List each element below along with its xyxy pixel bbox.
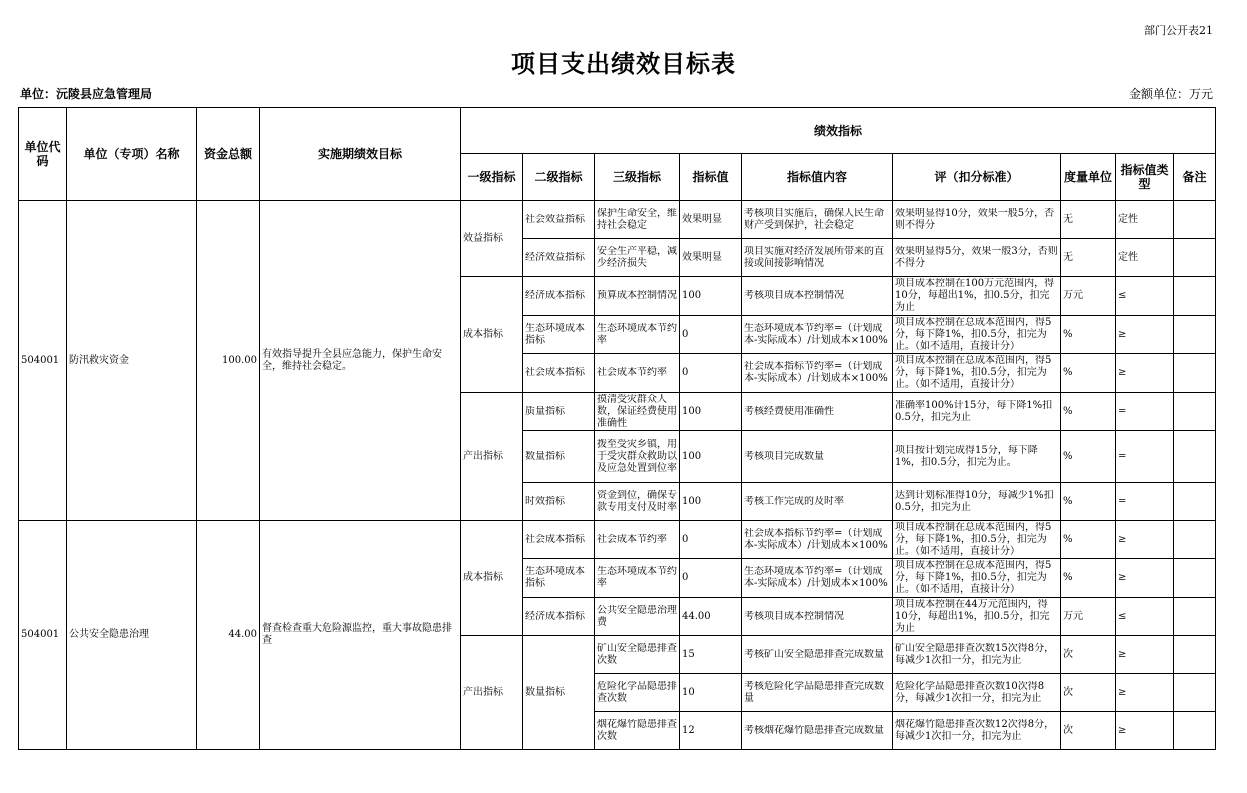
level2-indicator: 社会效益指标 [523, 201, 595, 239]
project-name: 公共安全隐患治理 [67, 521, 197, 750]
scoring-standard: 项目成本控制在总成本范围内，得5分，每下降1%，扣0.5分，扣完为止。（如不适用，直接计分） [893, 316, 1061, 354]
project-name: 防汛救灾资金 [67, 201, 197, 521]
indicator-value: 效果明显 [680, 201, 742, 239]
measure-unit: % [1061, 354, 1116, 393]
indicator-content: 考核项目实施后，确保人民生命财产受到保护，社会稳定 [742, 201, 893, 239]
col-header-scoring: 评（扣分标准） [893, 154, 1061, 201]
scoring-standard: 危险化学品隐患排查次数10次得8分，每减少1次扣一分，扣完为止 [893, 674, 1061, 712]
col-header-level2: 二级指标 [523, 154, 595, 201]
performance-table [18, 107, 1216, 750]
table-number: 部门公开表21 [1144, 24, 1213, 37]
col-header-level3: 三级指标 [595, 154, 680, 201]
level3-indicator: 保护生命安全，维持社会稳定 [595, 201, 680, 239]
measure-unit: % [1061, 483, 1116, 521]
measure-unit: 无 [1061, 239, 1116, 277]
indicator-content: 考核工作完成的及时率 [742, 483, 893, 521]
indicator-content: 项目实施对经济发展所带来的直接或间接影响情况 [742, 239, 893, 277]
level2-indicator: 经济成本指标 [523, 598, 595, 636]
scoring-standard: 准确率100%计15分，每下降1%扣0.5分，扣完为止 [893, 393, 1061, 431]
col-header-remark: 备注 [1174, 154, 1216, 201]
scoring-standard: 矿山安全隐患排查次数15次得8分，每减少1次扣一分，扣完为止 [893, 636, 1061, 674]
value-type: ≥ [1116, 559, 1174, 598]
level1-indicator: 成本指标 [461, 277, 523, 393]
value-type: = [1116, 483, 1174, 521]
indicator-value: 0 [680, 559, 742, 598]
remark [1174, 636, 1216, 674]
level3-indicator: 预算成本控制情况 [595, 277, 680, 316]
col-header-name: 单位（专项）名称 [67, 108, 197, 201]
indicator-value: 100 [680, 431, 742, 483]
project-amount: 44.00 [197, 521, 260, 750]
measure-unit: 万元 [1061, 277, 1116, 316]
indicator-content: 考核项目成本控制情况 [742, 277, 893, 316]
unit-label: 单位：沅陵县应急管理局 [20, 87, 153, 101]
level2-indicator: 经济成本指标 [523, 277, 595, 316]
indicator-value: 0 [680, 354, 742, 393]
indicator-value: 效果明显 [680, 239, 742, 277]
remark [1174, 316, 1216, 354]
indicator-value: 0 [680, 521, 742, 559]
indicator-value: 100 [680, 393, 742, 431]
level2-indicator: 社会成本指标 [523, 521, 595, 559]
measure-unit: % [1061, 521, 1116, 559]
remark [1174, 431, 1216, 483]
value-type: ≤ [1116, 598, 1174, 636]
page-title: 项目支出绩效目标表 [511, 49, 736, 78]
scoring-standard: 效果明显得10分，效果一般5分，否则不得分 [893, 201, 1061, 239]
measure-unit: 无 [1061, 201, 1116, 239]
unit-code: 504001 [19, 521, 67, 750]
indicator-value: 15 [680, 636, 742, 674]
level2-indicator: 时效指标 [523, 483, 595, 521]
value-type: = [1116, 431, 1174, 483]
project-goal: 有效指导提升全县应急能力，保护生命安全，维持社会稳定。 [260, 201, 461, 521]
unit-code: 504001 [19, 201, 67, 521]
table-row [19, 521, 1216, 559]
level3-indicator: 拨至受灾乡镇，用于受灾群众救助以及应急处置到位率 [595, 431, 680, 483]
value-type: 定性 [1116, 239, 1174, 277]
indicator-content: 考核矿山安全隐患排查完成数量 [742, 636, 893, 674]
indicator-content: 生态环境成本节约率=（计划成本-实际成本）/计划成本×100% [742, 559, 893, 598]
level3-indicator: 公共安全隐患治理费 [595, 598, 680, 636]
level3-indicator: 烟花爆竹隐患排查次数 [595, 712, 680, 750]
level1-indicator: 产出指标 [461, 636, 523, 750]
col-header-code: 单位代码 [19, 108, 67, 201]
col-header-value: 指标值 [680, 154, 742, 201]
col-header-level1: 一级指标 [461, 154, 523, 201]
level2-indicator: 社会成本指标 [523, 354, 595, 393]
remark [1174, 674, 1216, 712]
scoring-standard: 项目成本控制在总成本范围内，得5分，每下降1%，扣0.5分，扣完为止。（如不适用，直接计分） [893, 559, 1061, 598]
value-type: ≥ [1116, 521, 1174, 559]
scoring-standard: 效果明显得5分，效果一般3分，否则不得分 [893, 239, 1061, 277]
value-type: ≥ [1116, 316, 1174, 354]
level3-indicator: 生态环境成本节约率 [595, 559, 680, 598]
scoring-standard: 项目按计划完成得15分，每下降1%，扣0.5分，扣完为止。 [893, 431, 1061, 483]
remark [1174, 354, 1216, 393]
remark [1174, 201, 1216, 239]
col-header-content: 指标值内容 [742, 154, 893, 201]
indicator-content: 考核烟花爆竹隐患排查完成数量 [742, 712, 893, 750]
remark [1174, 239, 1216, 277]
indicator-content: 生态环境成本节约率=（计划成本-实际成本）/计划成本×100% [742, 316, 893, 354]
level3-indicator: 危险化学品隐患排查次数 [595, 674, 680, 712]
measure-unit: 次 [1061, 712, 1116, 750]
remark [1174, 559, 1216, 598]
measure-unit: % [1061, 393, 1116, 431]
level3-indicator: 生态环境成本节约率 [595, 316, 680, 354]
value-type: = [1116, 393, 1174, 431]
level2-indicator: 数量指标 [523, 636, 595, 750]
level2-indicator: 质量指标 [523, 393, 595, 431]
indicator-content: 考核经费使用准确性 [742, 393, 893, 431]
indicator-content: 考核项目成本控制情况 [742, 598, 893, 636]
scoring-standard: 项目成本控制在44万元范围内，得10分，每超出1%，扣0.5分，扣完为止 [893, 598, 1061, 636]
level3-indicator: 社会成本节约率 [595, 521, 680, 559]
level1-indicator: 成本指标 [461, 521, 523, 636]
indicator-value: 10 [680, 674, 742, 712]
measure-unit: 次 [1061, 636, 1116, 674]
measure-unit: % [1061, 316, 1116, 354]
level2-indicator: 数量指标 [523, 431, 595, 483]
level3-indicator: 社会成本节约率 [595, 354, 680, 393]
indicator-value: 100 [680, 277, 742, 316]
header-row-1 [19, 108, 1216, 154]
level3-indicator: 安全生产平稳，减少经济损失 [595, 239, 680, 277]
remark [1174, 712, 1216, 750]
indicator-value: 12 [680, 712, 742, 750]
scoring-standard: 达到计划标准得10分，每减少1%扣0.5分，扣完为止 [893, 483, 1061, 521]
value-type: ≥ [1116, 674, 1174, 712]
value-type: ≥ [1116, 712, 1174, 750]
measure-unit: 万元 [1061, 598, 1116, 636]
level1-indicator: 产出指标 [461, 393, 523, 521]
value-type: ≤ [1116, 277, 1174, 316]
value-type: ≥ [1116, 636, 1174, 674]
value-type: ≥ [1116, 354, 1174, 393]
indicator-content: 考核项目完成数量 [742, 431, 893, 483]
level1-indicator: 效益指标 [461, 201, 523, 277]
remark [1174, 521, 1216, 559]
level2-indicator: 生态环境成本指标 [523, 559, 595, 598]
level3-indicator: 资金到位，确保专款专用支付及时率 [595, 483, 680, 521]
scoring-standard: 项目成本控制在总成本范围内，得5分，每下降1%，扣0.5分，扣完为止。（如不适用，直接计分） [893, 521, 1061, 559]
level2-indicator: 生态环境成本指标 [523, 316, 595, 354]
scoring-standard: 项目成本控制在100万元范围内，得10分，每超出1%，扣0.5分，扣完为止 [893, 277, 1061, 316]
indicator-content: 社会成本指标节约率=（计划成本-实际成本）/计划成本×100% [742, 354, 893, 393]
scoring-standard: 烟花爆竹隐患排查次数12次得8分，每减少1次扣一分，扣完为止 [893, 712, 1061, 750]
scoring-standard: 项目成本控制在总成本范围内，得5分，每下降1%，扣0.5分，扣完为止。（如不适用，直接计分） [893, 354, 1061, 393]
remark [1174, 598, 1216, 636]
measure-unit: % [1061, 431, 1116, 483]
col-header-goal: 实施期绩效目标 [260, 108, 461, 201]
money-unit-label: 金额单位：万元 [1128, 87, 1213, 101]
remark [1174, 483, 1216, 521]
indicator-content: 社会成本指标节约率=（计划成本-实际成本）/计划成本×100% [742, 521, 893, 559]
indicator-content: 考核危险化学品隐患排查完成数量 [742, 674, 893, 712]
measure-unit: 次 [1061, 674, 1116, 712]
value-type: 定性 [1116, 201, 1174, 239]
level2-indicator: 经济效益指标 [523, 239, 595, 277]
project-goal: 督查检查重大危险源监控，重大事故隐患排查 [260, 521, 461, 750]
table-row [19, 201, 1216, 239]
indicator-value: 100 [680, 483, 742, 521]
level3-indicator: 矿山安全隐患排查次数 [595, 636, 680, 674]
indicator-value: 44.00 [680, 598, 742, 636]
remark [1174, 393, 1216, 431]
col-header-measure-unit: 度量单位 [1061, 154, 1116, 201]
level3-indicator: 摸清受灾群众人数，保证经费使用准确性 [595, 393, 680, 431]
col-header-indicators: 绩效指标 [461, 108, 1216, 154]
project-amount: 100.00 [197, 201, 260, 521]
col-header-value-type: 指标值类型 [1116, 154, 1174, 201]
remark [1174, 277, 1216, 316]
col-header-amount: 资金总额 [197, 108, 260, 201]
indicator-value: 0 [680, 316, 742, 354]
measure-unit: % [1061, 559, 1116, 598]
